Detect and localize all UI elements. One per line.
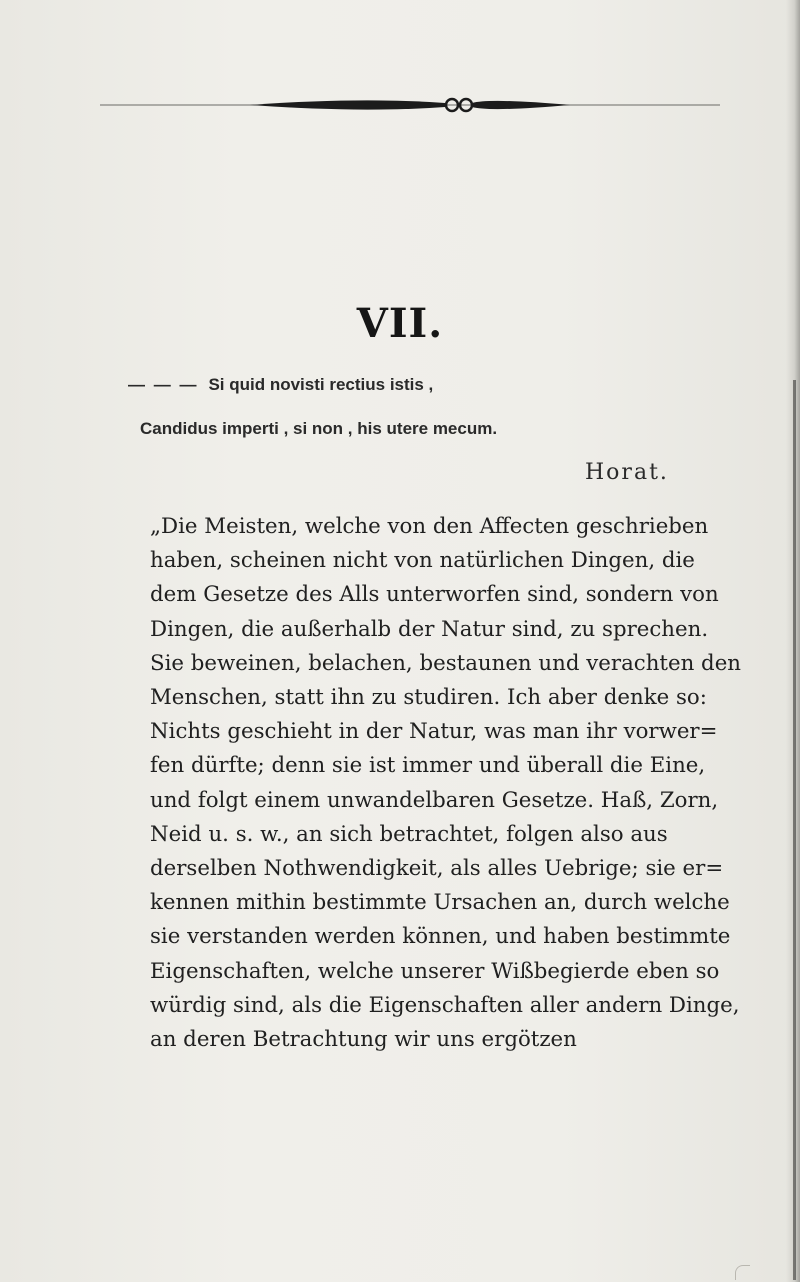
text-line: und folgt einem unwandelbaren Gesetze. Haß, Zorn, bbox=[150, 787, 719, 813]
epigraph-author: Horat. bbox=[585, 460, 669, 485]
text-line: fen dürfte; denn sie ist immer und überall die Eine, bbox=[150, 753, 706, 779]
text-line: Neid u. s. w., an sich betrachtet, folgen also aus bbox=[150, 821, 668, 847]
epigraph-text-1: Si quid novisti rectius istis , bbox=[208, 375, 434, 394]
page-edge-line bbox=[793, 380, 796, 1280]
body-paragraph bbox=[150, 510, 790, 1057]
text-line: Eigenschaften, welche unserer Wißbegierde eben so bbox=[150, 958, 720, 984]
text-line: Dingen, die außerhalb der Natur sind, zu sprechen. bbox=[150, 616, 709, 642]
chapter-number: VII. bbox=[356, 300, 444, 347]
epigraph-dash: — — — bbox=[128, 375, 199, 394]
text-line: derselben Nothwendigkeit, als alles Uebrige; sie er= bbox=[150, 856, 724, 882]
text-line: Menschen, statt ihn zu studiren. Ich aber denke so: bbox=[150, 685, 707, 711]
text-line: Sie beweinen, belachen, bestaunen und verachten den bbox=[150, 650, 742, 676]
text-line: dem Gesetze des Alls unterworfen sind, sondern von bbox=[150, 582, 719, 608]
ornamental-rule-icon bbox=[100, 92, 720, 118]
epigraph-line-1 bbox=[128, 375, 433, 395]
text-line: an deren Betrachtung wir uns ergötzen bbox=[150, 1027, 577, 1053]
paper-mark bbox=[735, 1265, 750, 1280]
text-line: kennen mithin bestimmte Ursachen an, durch welche bbox=[150, 890, 730, 916]
text-line: sie verstanden werden können, und haben bestimmte bbox=[150, 924, 731, 950]
epigraph-line-2: Candidus imperti , si non , his utere mecum. bbox=[140, 419, 498, 438]
text-line: würdig sind, als die Eigenschaften aller andern Dinge, bbox=[150, 992, 740, 1018]
text-line: haben, scheinen nicht von natürlichen Dingen, die bbox=[150, 548, 695, 574]
text-line: Nichts geschieht in der Natur, was man ihr vorwer= bbox=[150, 719, 718, 745]
text-line: „Die Meisten, welche von den Affecten geschrieben bbox=[150, 514, 709, 539]
